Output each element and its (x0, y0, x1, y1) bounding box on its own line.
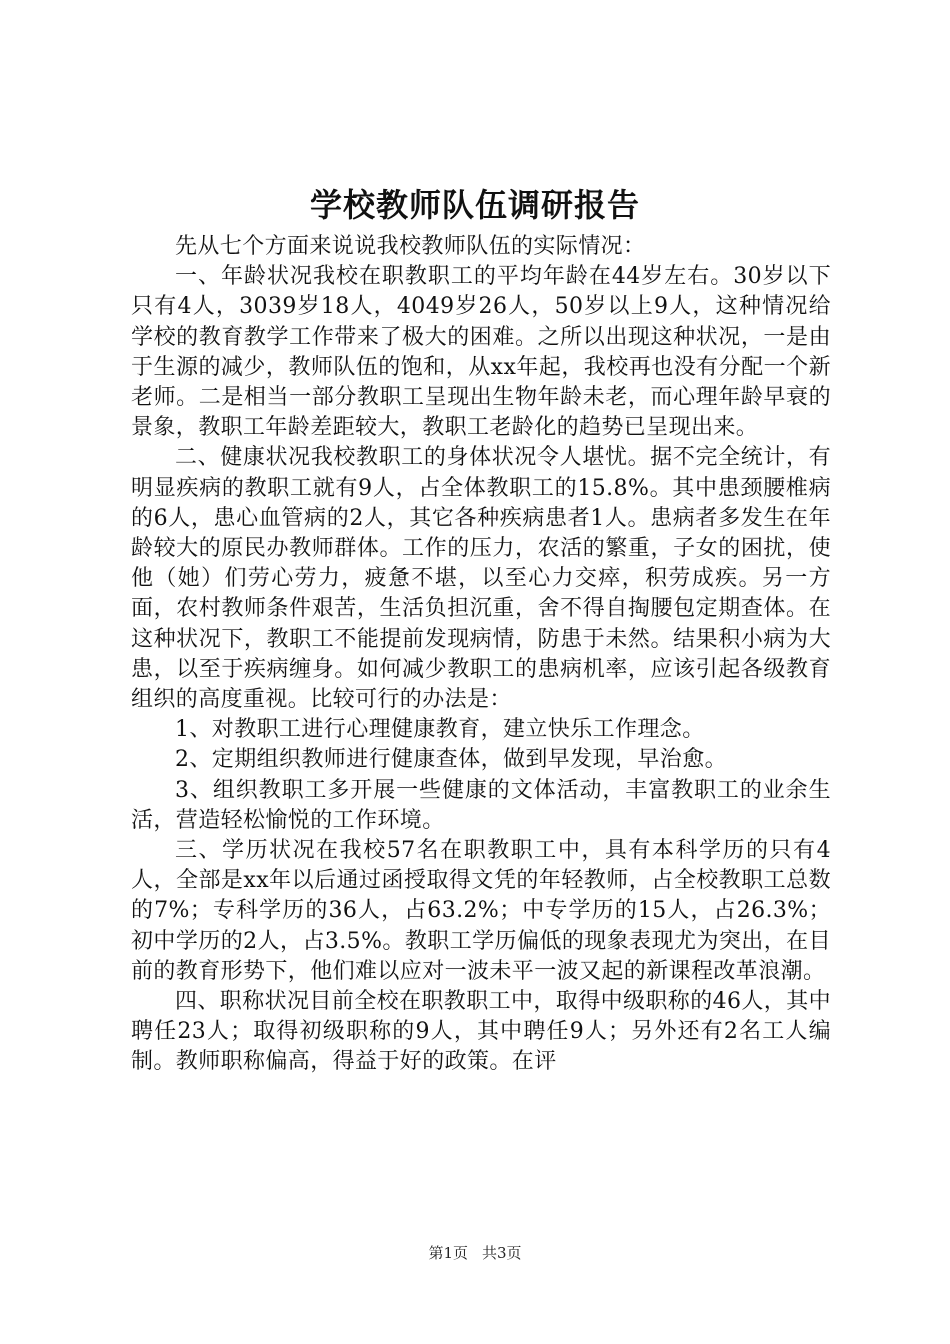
paragraph-measure-3: 3、组织教职工多开展一些健康的文体活动，丰富教职工的业余生活，营造轻松愉悦的工作环境。 (131, 777, 831, 833)
document-title: 学校教师队伍调研报告 (309, 186, 640, 224)
page-footer (0, 1243, 950, 1263)
paragraph-health: 二、健康状况我校教职工的身体状况令人堪忧。据不完全统计，有明显疾病的教职工就有9人，占全体教职工的15.8%。其中患颈腰椎病的6人，患心血管病的2人，其它各种疾病患者1人。患病者多发生在年龄较大的原民办教师群体。工作的压力，农活的繁重，子女的困扰，使他（她）们劳心劳力，疲惫不堪，以至心力交瘁，积劳成疾。另一方面，农村教师条件艰苦，生活负担沉重，舍不得自掏腰包定期查体。在这种状况下，教职工不能提前发现病情，防患于未然。结果积小病为大患，以至于疾病缠身。如何减少教职工的患病机率，应该引起各级教育组织的高度重视。比较可行的办法是： (131, 445, 831, 713)
paragraph-age: 一、年龄状况我校在职教职工的平均年龄在44岁左右。30岁以下只有4人，3039岁18人，4049岁26人，50岁以上9人，这种情况给学校的教育教学工作带来了极大的困难。之所以出现这种状况，一是由于生源的减少，教师队伍的饱和，从xx年起，我校再也没有分配一个新老师。二是相当一部分教职工呈现出生物年龄未老，而心理年龄早衰的景象，教职工年龄差距较大，教职工老龄化的趋势已呈现出来。 (131, 264, 831, 441)
paragraph-measure-2: 2、定期组织教师进行健康查体，做到早发现，早治愈。 (175, 747, 727, 773)
paragraph-measure-1: 1、对教职工进行心理健康教育，建立快乐工作理念。 (175, 717, 705, 743)
page-number: 第1页 (428, 1244, 468, 1262)
document-body (131, 232, 831, 1078)
paragraph-title-rank: 四、职称状况目前全校在职教职工中，取得中级职称的46人，其中聘任23人；取得初级职称的9人，其中聘任9人；另外还有2名工人编制。教师职称偏高，得益于好的政策。在评 (131, 989, 831, 1075)
paragraph-education: 三、学历状况在我校57名在职教职工中，具有本科学历的只有4人，全部是xx年以后通过函授取得文凭的年轻教师，占全校教职工总数的7%；专科学历的36人，占63.2%；中专学历的15人，占26.3%；初中学历的2人，占3.5%。教职工学历偏低的现象表现尤为突出，在目前的教育形势下，他们难以应对一波未平一波又起的新课程改革浪潮。 (131, 838, 831, 984)
paragraph-intro: 先从七个方面来说说我校教师队伍的实际情况： (175, 234, 646, 259)
page-total: 共3页 (482, 1244, 522, 1262)
